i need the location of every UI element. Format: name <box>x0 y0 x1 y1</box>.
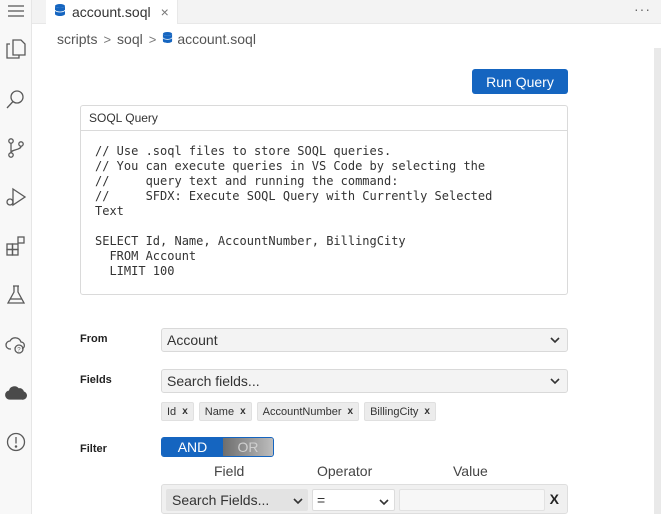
breadcrumb <box>57 30 256 48</box>
activity-bar <box>0 0 32 514</box>
pill-label: Id <box>167 405 177 418</box>
extensions-icon[interactable] <box>3 233 29 259</box>
close-icon[interactable]: × <box>160 4 169 20</box>
run-query-button[interactable]: Run Query <box>472 69 568 94</box>
filter-operator-value: = <box>317 492 326 508</box>
breadcrumb-scripts[interactable]: scripts <box>57 31 98 47</box>
database-icon <box>162 31 173 47</box>
fields-label: Fields <box>80 374 112 386</box>
remove-pill-button[interactable]: x <box>424 406 430 417</box>
run-debug-icon[interactable] <box>3 184 29 210</box>
svg-text:?: ? <box>17 347 21 354</box>
breadcrumb-soql[interactable]: soql <box>117 31 143 47</box>
remove-pill-button[interactable]: x <box>347 406 354 417</box>
from-value: Account <box>167 332 218 348</box>
soql-query-panel <box>80 105 568 295</box>
field-pill-accountnumber <box>257 402 359 421</box>
and-or-toggle[interactable] <box>161 437 274 457</box>
fields-placeholder: Search fields... <box>167 373 260 389</box>
chevron-down-icon <box>292 494 304 510</box>
pill-label: Name <box>204 405 235 418</box>
menu-icon[interactable] <box>3 0 29 24</box>
field-pill-name <box>199 402 252 421</box>
field-pill-id <box>161 402 194 421</box>
filter-row <box>161 484 568 514</box>
remove-filter-button[interactable]: X <box>549 491 559 507</box>
field-pill-billingcity <box>364 402 436 421</box>
selected-fields <box>161 402 436 421</box>
chevron-down-icon <box>549 374 561 386</box>
toggle-and[interactable]: AND <box>162 438 223 456</box>
more-actions-button[interactable]: ··· <box>634 1 651 17</box>
fields-search-input[interactable] <box>161 369 568 393</box>
pill-label: AccountNumber <box>262 405 342 418</box>
tab-label: account.soql <box>72 4 151 20</box>
filter-operator-select[interactable] <box>312 489 395 511</box>
testing-icon[interactable] <box>3 282 29 308</box>
chevron-down-icon <box>378 495 390 511</box>
remove-pill-button[interactable]: x <box>240 406 246 417</box>
chevron-down-icon <box>549 333 561 345</box>
column-header-field: Field <box>214 463 245 479</box>
from-label: From <box>80 333 108 345</box>
filter-value-input[interactable] <box>399 489 545 511</box>
column-header-value: Value <box>453 463 488 479</box>
search-icon[interactable] <box>3 86 29 112</box>
remove-pill-button[interactable]: x <box>182 406 188 417</box>
column-header-operator: Operator <box>317 463 373 479</box>
editor-tab-bar <box>32 0 661 24</box>
chevron-right-icon: > <box>148 31 157 47</box>
toggle-or[interactable]: OR <box>223 438 273 456</box>
filter-label: Filter <box>80 443 107 455</box>
database-icon <box>54 3 66 22</box>
filter-field-select[interactable] <box>166 489 308 511</box>
query-panel-title: SOQL Query <box>81 106 567 131</box>
problems-icon[interactable] <box>3 429 29 455</box>
salesforce-cloud-icon[interactable] <box>3 380 29 406</box>
vertical-scrollbar[interactable] <box>654 48 661 514</box>
pill-label: BillingCity <box>370 405 419 418</box>
from-select[interactable] <box>161 328 568 352</box>
org-browser-icon[interactable] <box>3 331 29 357</box>
explorer-icon[interactable] <box>3 36 29 62</box>
breadcrumb-file[interactable]: account.soql <box>177 31 256 47</box>
filter-field-value: Search Fields... <box>172 492 270 508</box>
query-text-editor[interactable]: // Use .soql files to store SOQL queries. // You can execute queries in VS Code by selecting the // query text and running the command: // SFDX: Execute SOQL Query with Currently Selected Text SELECT Id, Name, AccountNumber, BillingCity FROM Account LIMIT 100 <box>95 144 493 278</box>
source-control-icon[interactable] <box>3 135 29 161</box>
chevron-right-icon: > <box>103 31 112 47</box>
tab-account-soql[interactable] <box>46 0 178 24</box>
